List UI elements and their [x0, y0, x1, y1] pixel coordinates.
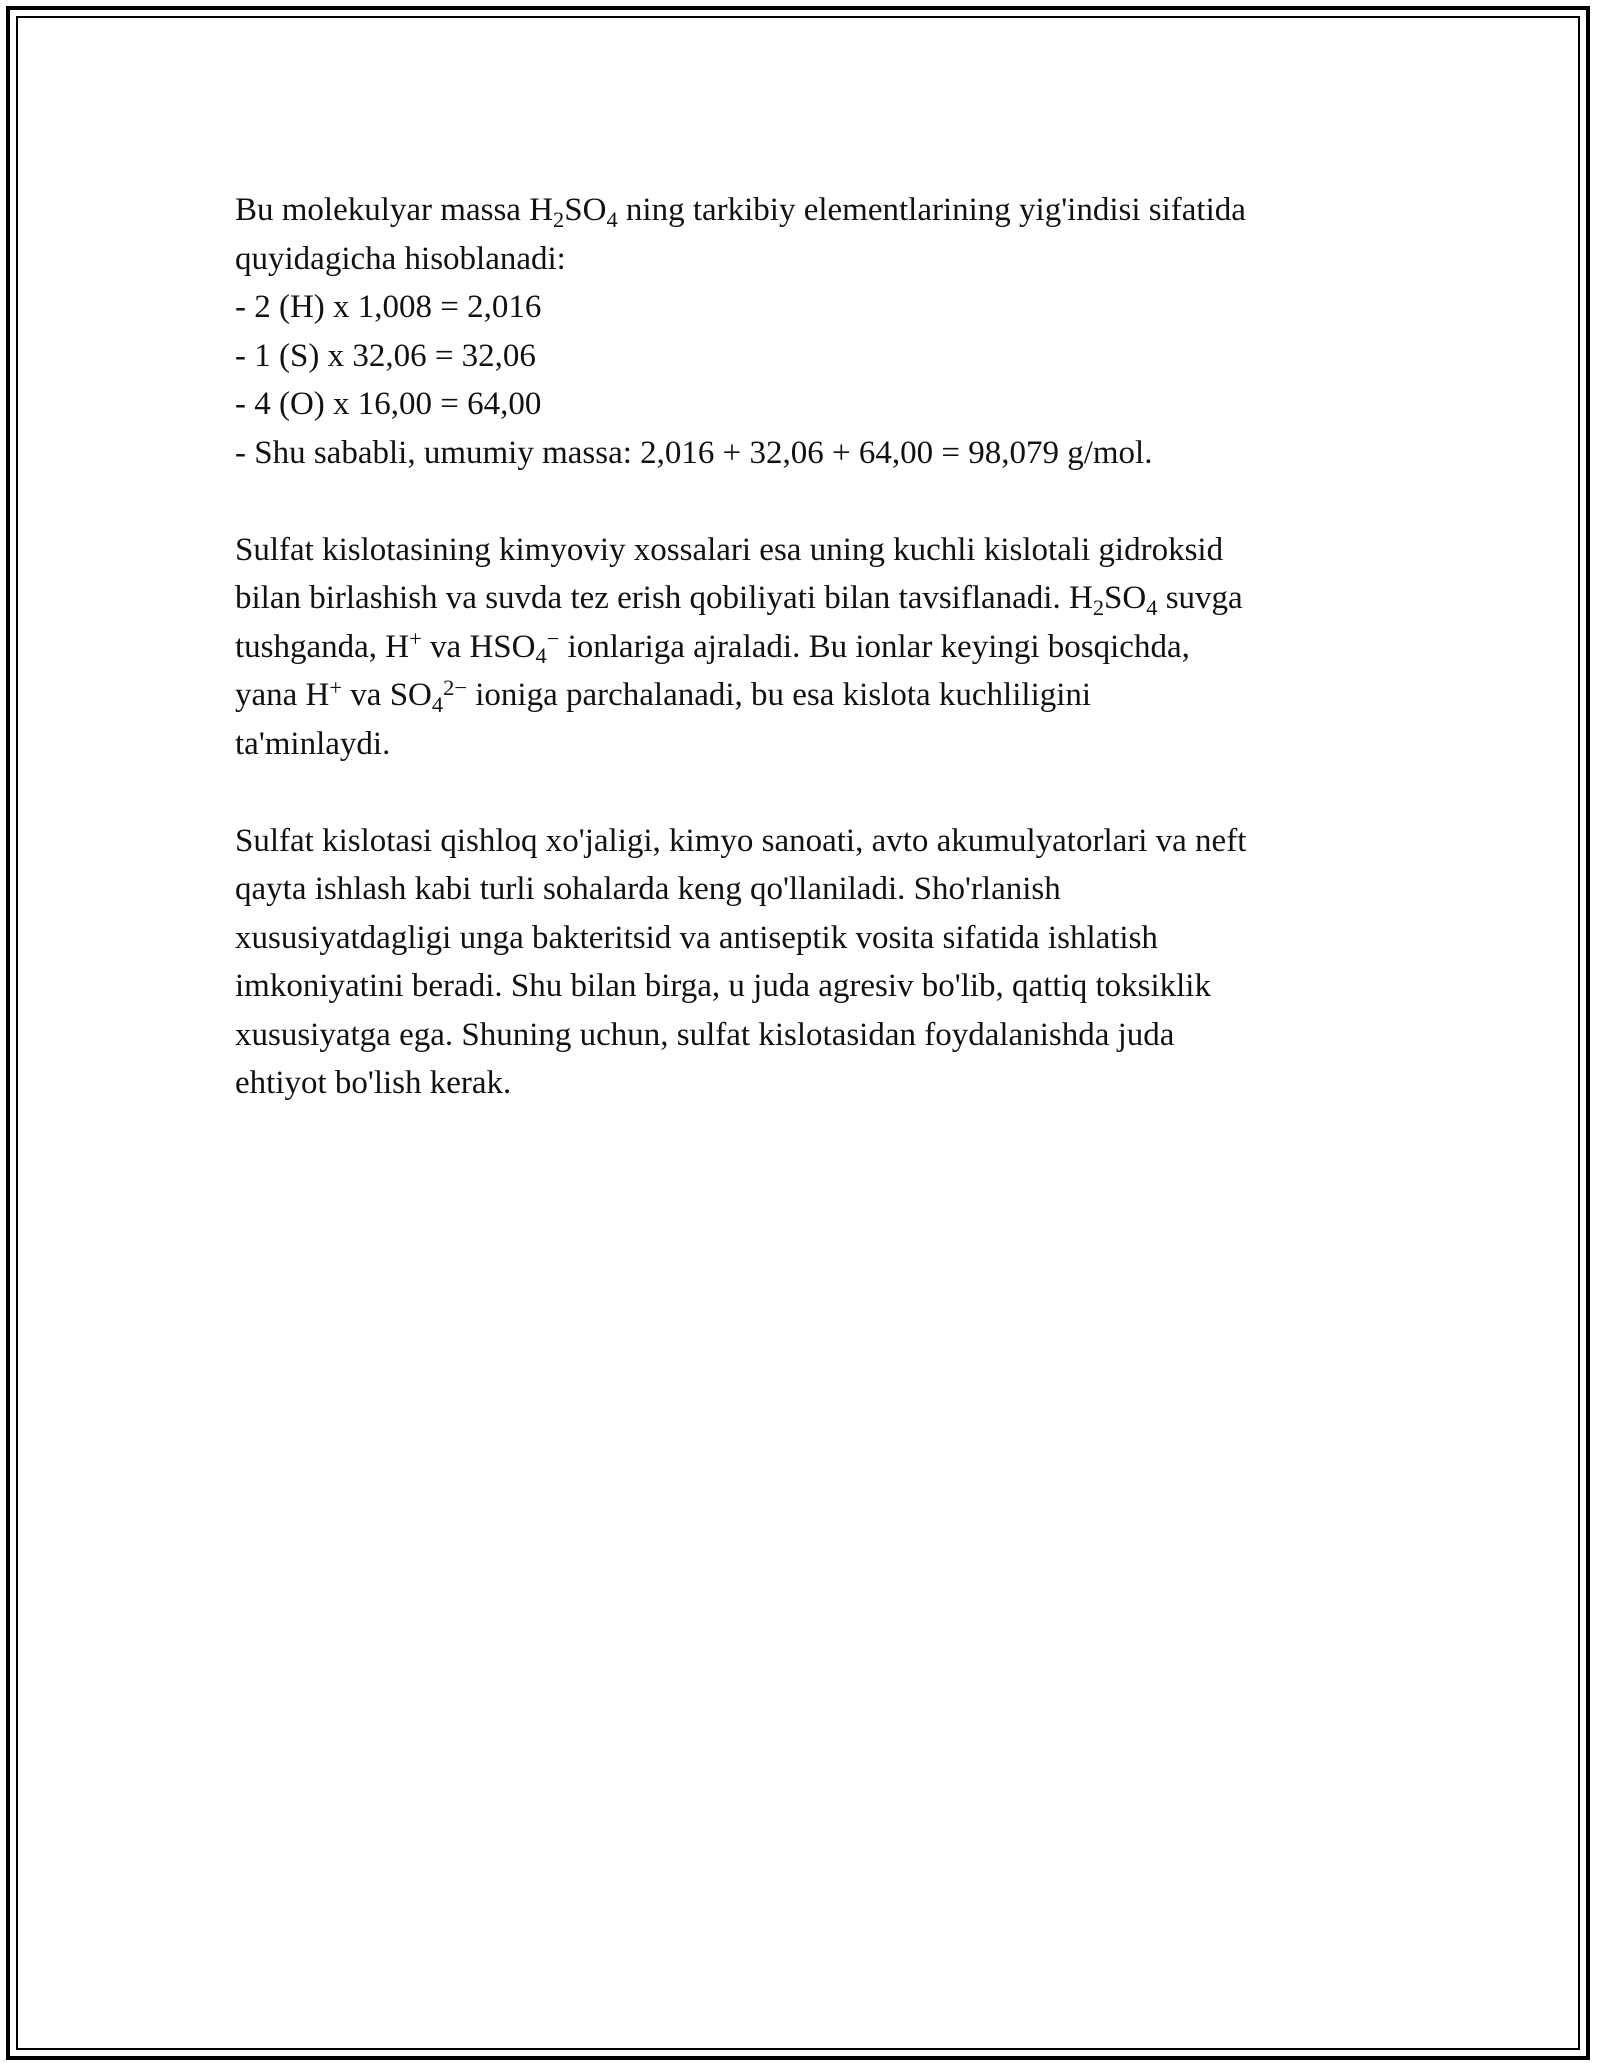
text-run: SO	[1104, 580, 1147, 616]
text-line: Sulfat kislotasi qishloq xo'jaligi, kimyo sanoati, avto akumulyatorlari va neft	[235, 822, 1247, 859]
calc-line-hydrogen: - 2 (H) x 1,008 = 2,016	[235, 289, 542, 325]
superscript: −	[546, 626, 560, 652]
text-line: quyidagicha hisoblanadi:	[235, 240, 566, 277]
document-body	[235, 186, 1375, 1156]
text-run: va SO	[342, 677, 432, 713]
text-line: qayta ishlash kabi turli sohalarda keng qo'llaniladi. Sho'rlanish	[235, 871, 1061, 907]
calc-line-oxygen: - 4 (O) x 16,00 = 64,00	[235, 386, 542, 422]
superscript: 2−	[443, 674, 467, 700]
text-line: xususiyatdagligi unga bakteritsid va antiseptik vosita sifatida ishlatish	[235, 919, 1158, 956]
text-line: ta'minlaydi.	[235, 725, 391, 762]
text-run: Bu molekulyar massa H	[235, 192, 554, 228]
text-run: ionlariga ajraladi. Bu ionlar keyingi bosqichda,	[559, 628, 1190, 665]
text-line	[235, 186, 1375, 235]
calc-line-sulfur: - 1 (S) x 32,06 = 32,06	[235, 337, 536, 374]
subscript: 2	[553, 206, 565, 232]
text-run: yana H	[235, 677, 330, 713]
text-run: SO	[564, 192, 607, 228]
text-line: Sulfat kislotasining kimyoviy xossalari esa uning kuchli kislotali gidroksid	[235, 531, 1224, 568]
subscript: 4	[535, 643, 547, 669]
text-line: xususiyatga ega. Shuning uchun, sulfat kislotasidan foydalanishda juda	[235, 1016, 1175, 1053]
superscript: +	[409, 626, 422, 652]
paragraph-molar-mass	[235, 186, 1375, 477]
text-line: imkoniyatini beradi. Shu bilan birga, u juda agresiv bo'lib, qattiq toksiklik	[235, 968, 1211, 1004]
text-run: tushganda, H	[235, 628, 410, 665]
text-line: ehtiyot bo'lish kerak.	[235, 1065, 512, 1101]
superscript: +	[329, 674, 343, 700]
text-line	[235, 574, 1375, 623]
text-line	[235, 623, 1375, 672]
subscript: 2	[1092, 594, 1105, 620]
text-run: ning tarkibiy elementlarining yig'indisi sifatida	[617, 192, 1246, 228]
text-run: va HSO	[421, 628, 536, 665]
text-run: bilan birlashish va suvda tez erish qobiliyati bilan tavsiflanadi. H	[235, 580, 1093, 616]
subscript: 4	[1146, 594, 1158, 620]
text-line	[235, 671, 1375, 720]
text-run: ioniga parchalanadi, bu esa kislota kuchliligini	[466, 677, 1092, 713]
subscript: 4	[431, 691, 444, 717]
calc-line-total: - Shu sababli, umumiy massa: 2,016 + 32,06 + 64,00 = 98,079 g/mol.	[235, 434, 1153, 471]
text-run: suvga	[1157, 580, 1243, 616]
subscript: 4	[606, 206, 618, 232]
paragraph-applications	[235, 817, 1375, 1108]
paragraph-chemical-properties	[235, 526, 1375, 769]
